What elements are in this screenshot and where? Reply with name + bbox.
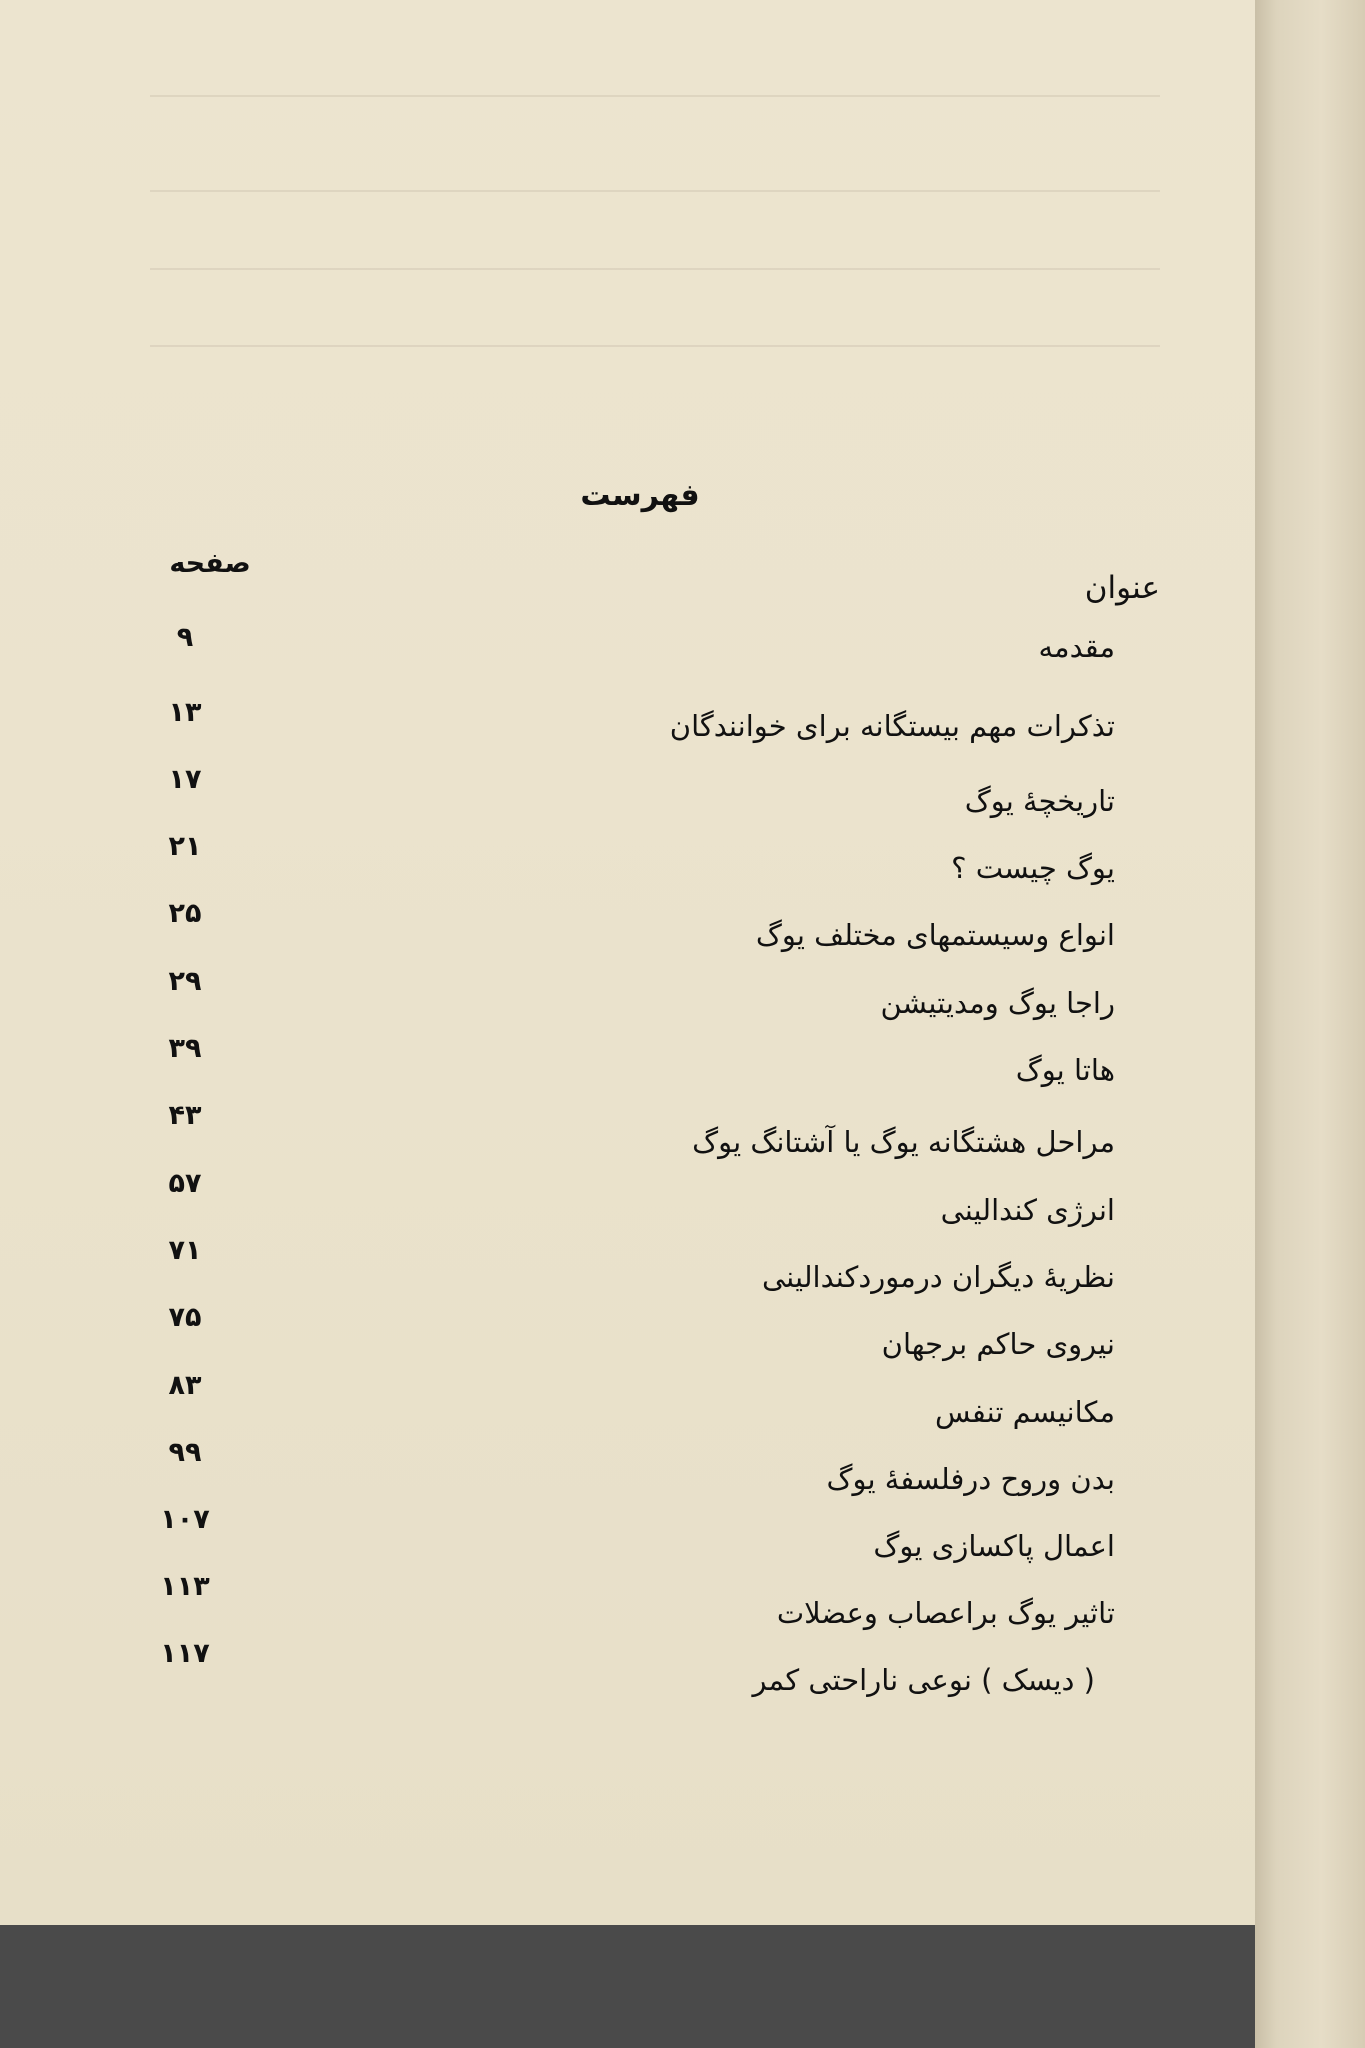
toc-entry [0, 1638, 1255, 1698]
bleed-through-rule [150, 268, 1160, 270]
toc-entry-title: اعمال پاکسازی یوگ [873, 1529, 1115, 1563]
toc-entry-page: ۲۹ [168, 966, 202, 997]
toc-heading: فهرست [580, 478, 700, 513]
toc-entry [0, 1302, 1255, 1362]
toc-entry [0, 1100, 1255, 1160]
title-column-header: عنوان [1084, 570, 1160, 606]
toc-entry-page: ۱۱۳ [160, 1571, 210, 1602]
toc-entry [0, 966, 1255, 1026]
toc-entry-title: نظریهٔ دیگران درموردکندالینی [762, 1260, 1115, 1294]
toc-entry-title: بدن وروح درفلسفهٔ یوگ [826, 1462, 1115, 1496]
toc-entry-page: ۳۹ [168, 1033, 202, 1064]
toc-entry [0, 1168, 1255, 1228]
toc-entry [0, 697, 1255, 757]
table-surface [0, 1925, 1255, 2048]
toc-entry-title: راجا یوگ ومدیتیشن [880, 986, 1115, 1020]
toc-entry-title: تاثیر یوگ براعصاب وعضلات [776, 1596, 1115, 1630]
toc-entry [0, 898, 1255, 958]
toc-entry-title: هاتا یوگ [1015, 1053, 1115, 1087]
toc-entry-title: نیروی حاکم برجهان [881, 1327, 1115, 1361]
toc-entry-page: ۵۷ [168, 1168, 202, 1199]
toc-entry-title: تاریخچهٔ یوگ [964, 784, 1115, 818]
toc-entry-page: ۲۱ [168, 831, 202, 862]
toc-entry-title: انواع وسیستمهای مختلف یوگ [755, 918, 1115, 952]
toc-entry [0, 1235, 1255, 1295]
bleed-through-rule [150, 345, 1160, 347]
toc-entry-page: ۱۷ [168, 764, 202, 795]
toc-entry [0, 1033, 1255, 1093]
toc-entry [0, 831, 1255, 891]
toc-entry-title: مقدمه [1038, 630, 1115, 664]
toc-entry-title: یوگ چیست ؟ [951, 851, 1115, 885]
toc-entry-page: ۷۱ [168, 1235, 202, 1266]
toc-entry-page: ۹۹ [168, 1437, 202, 1468]
toc-entry-page: ۷۵ [168, 1302, 202, 1333]
toc-entry-page: ۱۳ [168, 697, 202, 728]
toc-entry-title: تذکرات مهم بیستگانه برای خوانندگان [669, 709, 1115, 743]
page-column-header: صفحه [169, 548, 251, 579]
toc-entry-page: ۱۱۷ [160, 1638, 210, 1669]
toc-entry [0, 622, 1255, 690]
toc-entry-page: ۲۵ [168, 898, 202, 929]
book-page-edge [1255, 0, 1365, 2048]
bleed-through-rule [150, 95, 1160, 97]
toc-entry [0, 1437, 1255, 1497]
toc-entry [0, 1370, 1255, 1430]
toc-entry-title: مکانیسم تنفس [934, 1395, 1115, 1429]
toc-entry-title: مراحل هشتگانه یوگ یا آشتانگ یوگ [692, 1125, 1115, 1159]
toc-entry-page: ۹ [176, 622, 194, 653]
toc-entry-page: ۴۳ [168, 1100, 202, 1131]
toc-entry-title: ( دیسک ) نوعی ناراحتی کمر [752, 1663, 1095, 1697]
toc-entry [0, 1504, 1255, 1564]
toc-entry [0, 1571, 1255, 1631]
toc-entry-page: ۱۰۷ [160, 1504, 210, 1535]
toc-entry [0, 764, 1255, 824]
toc-entry-title: انرژی کندالینی [940, 1193, 1115, 1227]
bleed-through-rule [150, 190, 1160, 192]
toc-entry-page: ۸۳ [168, 1370, 202, 1401]
